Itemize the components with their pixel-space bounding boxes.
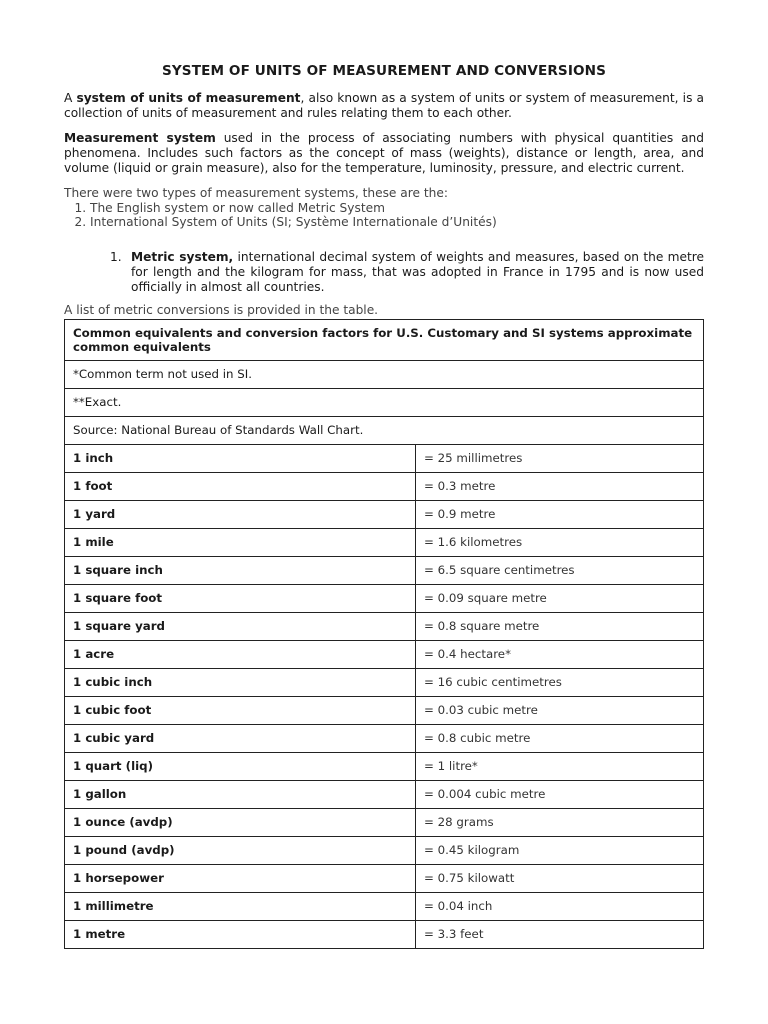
table-row	[65, 613, 704, 641]
unit-cell: 1 square inch	[65, 557, 416, 585]
metric-list	[64, 250, 704, 295]
table-note-row	[65, 389, 704, 417]
unit-cell: 1 quart (liq)	[65, 753, 416, 781]
table-row	[65, 837, 704, 865]
types-intro: There were two types of measurement systems, these are the:	[64, 186, 448, 200]
table-row	[65, 669, 704, 697]
value-cell: = 0.75 kilowatt	[416, 865, 704, 893]
metric-term: Metric system,	[131, 250, 234, 264]
value-cell: = 0.4 hectare*	[416, 641, 704, 669]
unit-cell: 1 square yard	[65, 613, 416, 641]
table-row	[65, 809, 704, 837]
table-row	[65, 865, 704, 893]
table-row	[65, 641, 704, 669]
types-list	[64, 201, 704, 229]
table-header-row	[65, 320, 704, 361]
intro-rest: , also known as a system of units or system of measurement, is a collection of units of measurement and rules relating them to each other.	[64, 91, 705, 120]
value-cell: = 1 litre*	[416, 753, 704, 781]
table-row	[65, 445, 704, 473]
list-item	[110, 250, 704, 295]
document-title: SYSTEM OF UNITS OF MEASUREMENT AND CONVERSIONS	[161, 63, 607, 79]
table-note-row	[65, 417, 704, 445]
table-row	[65, 557, 704, 585]
unit-cell: 1 millimetre	[65, 893, 416, 921]
table-row	[65, 781, 704, 809]
unit-cell: 1 pound (avdp)	[65, 837, 416, 865]
table-header: Common equivalents and conversion factors for U.S. Customary and SI systems approximate common equivalents	[65, 320, 704, 361]
unit-cell: 1 cubic foot	[65, 697, 416, 725]
measurement-term: Measurement system	[64, 131, 216, 145]
intro-term: system of units of measurement	[76, 91, 301, 105]
value-cell: = 3.3 feet	[416, 921, 704, 949]
table-row	[65, 893, 704, 921]
unit-cell: 1 inch	[65, 445, 416, 473]
unit-cell: 1 cubic inch	[65, 669, 416, 697]
unit-cell: 1 metre	[65, 921, 416, 949]
table-note: Source: National Bureau of Standards Wall Chart.	[65, 417, 704, 445]
metric-number: 1.	[110, 250, 122, 264]
unit-cell: 1 cubic yard	[65, 725, 416, 753]
unit-cell: 1 yard	[65, 501, 416, 529]
unit-cell: 1 mile	[65, 529, 416, 557]
value-cell: = 28 grams	[416, 809, 704, 837]
value-cell: = 0.45 kilogram	[416, 837, 704, 865]
value-cell: = 0.3 metre	[416, 473, 704, 501]
unit-cell: 1 ounce (avdp)	[65, 809, 416, 837]
unit-cell: 1 horsepower	[65, 865, 416, 893]
metric-rest: international decimal system of weights and measures, based on the metre for length and the kilogram for mass, that was adopted in France in 1795 and is now used officially in almost all countries.	[131, 250, 705, 294]
metric-text	[131, 250, 704, 295]
table-note: *Common term not used in SI.	[65, 361, 704, 389]
table-row	[65, 725, 704, 753]
table-row	[65, 501, 704, 529]
value-cell: = 6.5 square centimetres	[416, 557, 704, 585]
value-cell: = 25 millimetres	[416, 445, 704, 473]
measurement-paragraph	[64, 131, 704, 176]
measurement-rest: used in the process of associating numbers with physical quantities and phenomena. Includes such factors as the concept of mass (weights), distance or length, area, and volume (liquid or grain measure), also for the temperature, luminosity, pressure, and electric current.	[64, 131, 704, 175]
list-item: 2. International System of Units (SI; Système Internationale d’Unités)	[90, 215, 704, 229]
value-cell: = 0.8 square metre	[416, 613, 704, 641]
value-cell: = 0.03 cubic metre	[416, 697, 704, 725]
list-item: 1. The English system or now called Metric System	[90, 201, 704, 215]
table-note: **Exact.	[65, 389, 704, 417]
value-cell: = 0.8 cubic metre	[416, 725, 704, 753]
table-row	[65, 529, 704, 557]
value-cell: = 0.9 metre	[416, 501, 704, 529]
value-cell: = 1.6 kilometres	[416, 529, 704, 557]
value-cell: = 0.09 square metre	[416, 585, 704, 613]
table-intro: A list of metric conversions is provided in the table.	[64, 303, 379, 317]
table-row	[65, 697, 704, 725]
table-note-row	[65, 361, 704, 389]
unit-cell: 1 acre	[65, 641, 416, 669]
table-row	[65, 753, 704, 781]
unit-cell: 1 square foot	[65, 585, 416, 613]
intro-paragraph	[64, 91, 704, 121]
intro-prefix: A	[64, 91, 77, 105]
value-cell: = 16 cubic centimetres	[416, 669, 704, 697]
table-row	[65, 473, 704, 501]
value-cell: = 0.004 cubic metre	[416, 781, 704, 809]
table-row	[65, 585, 704, 613]
value-cell: = 0.04 inch	[416, 893, 704, 921]
unit-cell: 1 gallon	[65, 781, 416, 809]
table-row	[65, 921, 704, 949]
unit-cell: 1 foot	[65, 473, 416, 501]
conversion-table	[64, 319, 704, 949]
